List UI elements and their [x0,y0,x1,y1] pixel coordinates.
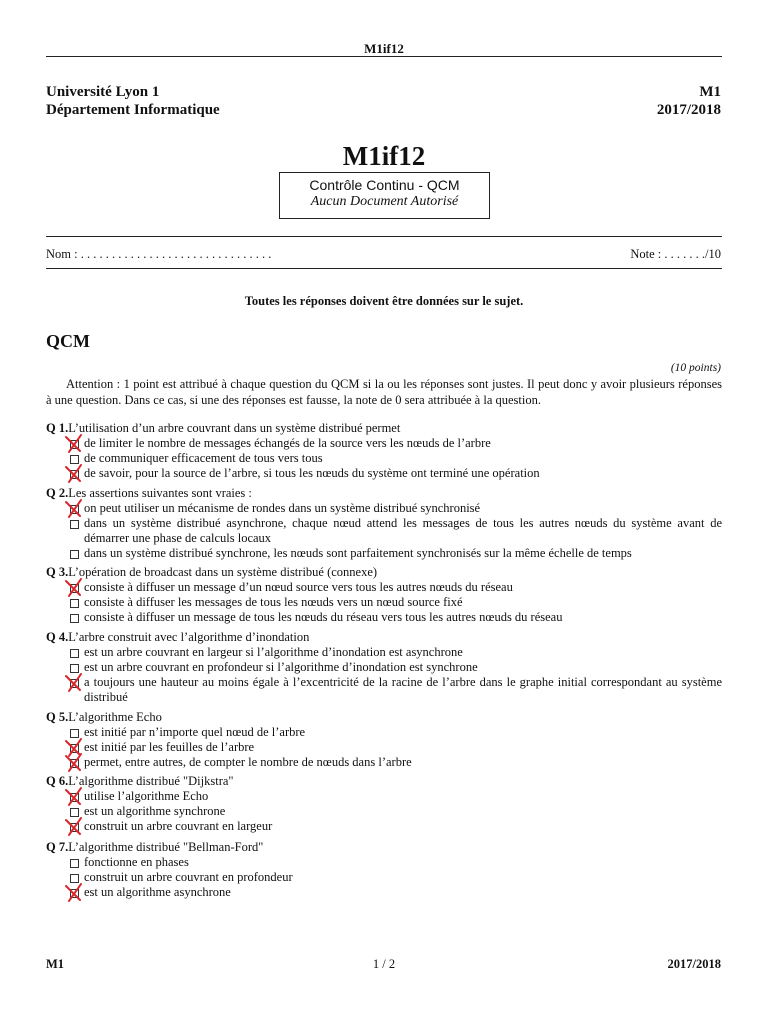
page-number: 1 / 2 [372,957,396,971]
institution-name: Université Lyon 1 [46,84,160,100]
question-number: Q 1. [46,421,69,435]
footer-right: 2017/2018 [667,957,721,971]
answer-checkbox[interactable] [70,550,79,559]
running-header: M1if12 [364,41,404,56]
question-block [46,630,722,705]
header-rule [46,56,722,57]
grade-field: Note : . . . . . . ./10 [630,247,721,261]
answer-option[interactable] [46,740,722,755]
question-heading [46,630,722,645]
name-field: Nom : . . . . . . . . . . . . . . . . . . . . . . . . . . . . . . . [46,247,272,261]
question-heading [46,840,722,855]
answer-option[interactable] [46,595,722,610]
answer-text: utilise l’algorithme Echo [84,789,209,803]
question-block [46,840,722,900]
exam-rule: Aucun Document Autorisé [310,194,459,209]
question-heading [46,486,722,501]
instruction: Toutes les réponses doivent être données sur le sujet. [244,294,524,308]
answer-option[interactable] [46,466,722,481]
question-number: Q 3. [46,565,69,579]
question-text: L’algorithme Echo [68,710,162,724]
question-block [46,774,722,834]
question-block [46,710,722,770]
question-text: L’opération de broadcast dans un système distribué (connexe) [68,565,378,579]
name-top-rule [46,236,722,237]
question-number: Q 7. [46,840,69,854]
answer-text: de savoir, pour la source de l’arbre, si tous les nœuds du système ont terminé une opération [84,466,540,480]
answer-text: construit un arbre couvrant en profondeur [84,870,293,884]
answer-option[interactable] [46,645,722,660]
answer-text: est initié par n’importe quel nœud de l’arbre [84,725,306,739]
page-title: M1if12 [342,141,426,171]
answer-option[interactable] [46,501,722,516]
question-text: Les assertions suivantes sont vraies : [68,486,252,500]
answer-checkbox[interactable] [70,520,79,529]
answer-text: a toujours une hauteur au moins égale à l’excentricité de la racine de l’arbre dans le graphe initial correspondant au système distribué [84,675,722,704]
question-heading [46,774,722,789]
question-number: Q 4. [46,630,69,644]
level-info [657,83,721,119]
answer-text: de communiquer efficacement de tous vers tous [84,451,323,465]
answer-option[interactable] [46,580,722,595]
section-title: QCM [46,331,90,351]
red-check-mark-icon [63,881,85,903]
answer-text: construit un arbre couvrant en largeur [84,819,273,833]
question-number: Q 6. [46,774,69,788]
institution [46,83,220,119]
question-block [46,565,722,625]
question-number: Q 5. [46,710,69,724]
answer-text: est un algorithme synchrone [84,804,226,818]
answer-option[interactable] [46,870,722,885]
department-name: Département Informatique [46,102,220,118]
question-block [46,486,722,561]
attention-paragraph: Attention : 1 point est attribué à chaque question du QCM si la ou les réponses sont justes. Il peut donc y avoir plusieurs réponses à une question. Dans ce cas, si une des réponses est fausse, la note de 0 sera attribuée à la question. [46,377,722,407]
answer-text: est un arbre couvrant en profondeur si l’algorithme d’inondation est synchrone [84,660,478,674]
question-text: L’algorithme distribué "Bellman-Ford" [68,840,264,854]
footer-left: M1 [46,957,65,971]
answer-text: dans un système distribué asynchrone, chaque nœud attend les messages de tous les autres nœuds du système avant de démarrer une phase de calculs locaux [84,516,722,545]
academic-year: 2017/2018 [656,102,721,118]
answer-option[interactable] [46,819,722,834]
answer-text: est un arbre couvrant en largeur si l’algorithme d’inondation est asynchrone [84,645,463,659]
answer-option[interactable] [46,885,722,900]
answer-option[interactable] [46,546,722,561]
red-check-mark-icon [63,462,85,484]
answer-option[interactable] [46,610,722,625]
answer-option[interactable] [46,755,722,770]
question-text: L’algorithme distribué "Dijkstra" [68,774,234,788]
answer-text: est initié par les feuilles de l’arbre [84,740,255,754]
answer-option[interactable] [46,804,722,819]
question-text: L’utilisation d’un arbre couvrant dans un système distribué permet [68,421,401,435]
question-number: Q 2. [46,486,69,500]
points-label: (10 points) [670,362,721,374]
question-heading [46,710,722,725]
answer-option[interactable] [46,675,722,705]
question-text: L’arbre construit avec l’algorithme d’inondation [68,630,310,644]
question-heading [46,565,722,580]
answer-text: fonctionne en phases [84,855,189,869]
question-block [46,421,722,481]
answer-text: consiste à diffuser un message d’un nœud source vers tous les autres nœuds du réseau [84,580,513,594]
answer-option[interactable] [46,451,722,466]
answer-text: dans un système distribué synchrone, les nœuds sont parfaitement synchronisés sur la même échelle de temps [84,546,632,560]
answer-option[interactable] [46,789,722,804]
answer-option[interactable] [46,660,722,675]
answer-text: permet, entre autres, de compter le nombre de nœuds dans l’arbre [84,755,412,769]
answer-checkbox[interactable] [70,859,79,868]
answer-checkbox[interactable] [70,614,79,623]
exam-type-box [279,172,490,219]
answer-text: consiste à diffuser les messages de tous les nœuds vers un nœud source fixé [84,595,463,609]
answer-option[interactable] [46,855,722,870]
answer-text: est un algorithme asynchrone [84,885,231,899]
exam-type: Contrôle Continu - QCM [309,177,460,193]
red-check-mark-icon [63,751,85,773]
red-check-mark-icon [63,815,85,837]
answer-option[interactable] [46,516,722,546]
question-heading [46,421,722,436]
level-label: M1 [699,84,721,100]
answer-checkbox[interactable] [70,649,79,658]
red-check-mark-icon [63,671,85,693]
answer-checkbox[interactable] [70,599,79,608]
answer-option[interactable] [46,436,722,451]
answer-option[interactable] [46,725,722,740]
answer-text: consiste à diffuser un message de tous les nœuds du réseau vers tous les autres nœuds du réseau [84,610,563,624]
answer-text: on peut utiliser un mécanisme de rondes dans un système distribué synchronisé [84,501,481,515]
answer-text: de limiter le nombre de messages échangés de la source vers les nœuds de l’arbre [84,436,491,450]
name-bottom-rule [46,268,722,269]
